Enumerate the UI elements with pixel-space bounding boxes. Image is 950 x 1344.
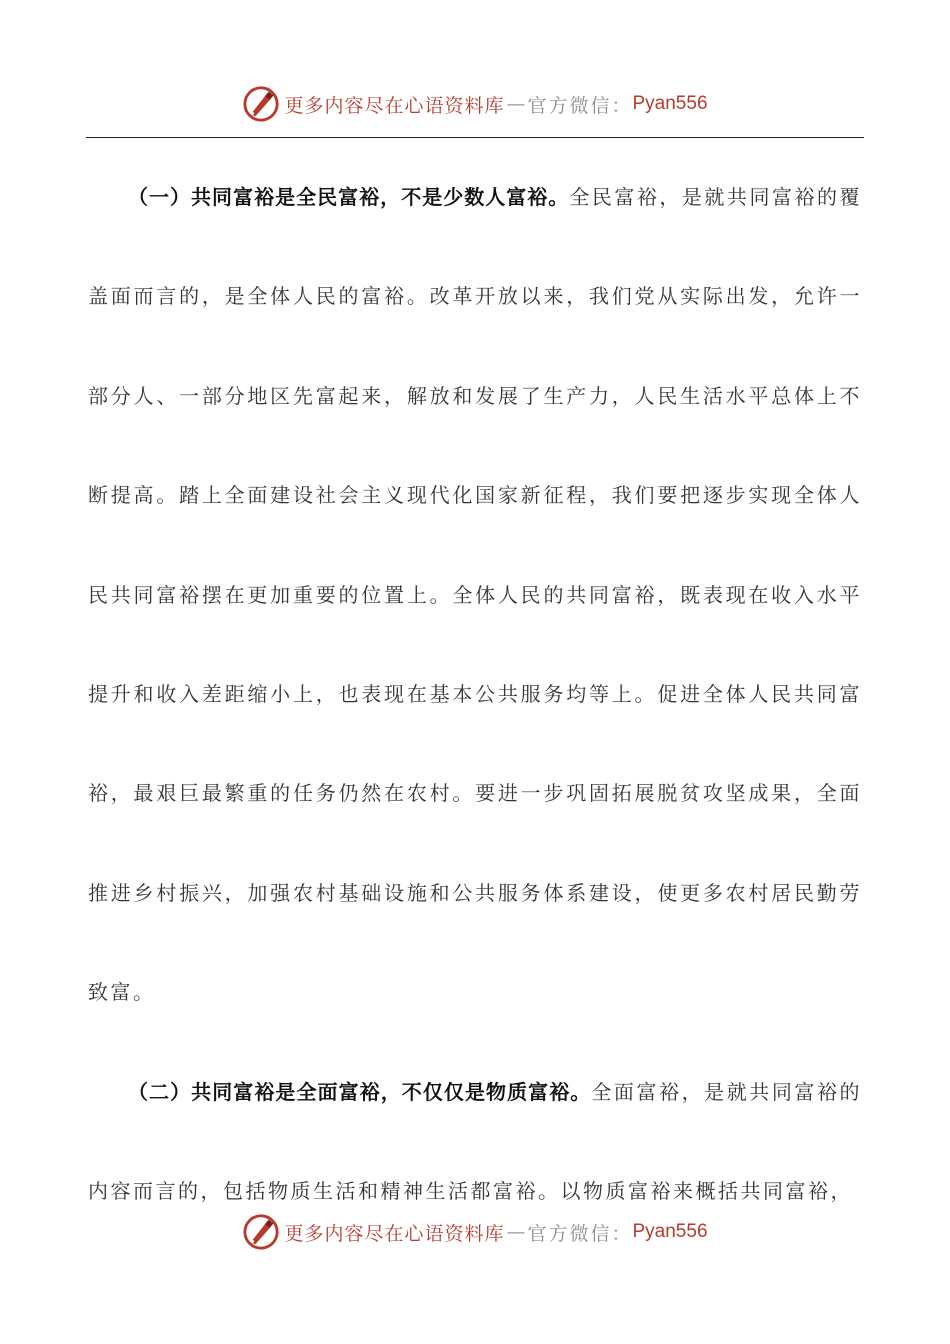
- separator: —: [506, 1221, 526, 1243]
- paragraph-2-text: 全面富裕，是就共同富裕的内容而言的，包括物质生活和精神生活都富裕。以物质富裕来概括共同富裕，: [88, 1079, 863, 1204]
- wechat-id: Pyan556: [632, 1221, 708, 1242]
- header-divider: [86, 137, 864, 138]
- wechat-label: 官方微信：: [527, 1222, 633, 1245]
- paragraph-2-lead: （二）共同富裕是全面富裕，不仅仅是物质富裕。: [128, 1079, 592, 1104]
- pen-logo-icon: [242, 85, 280, 123]
- paragraph-1-text: 全民富裕，是就共同富裕的覆盖面而言的，是全体人民的富裕。改革开放以来，我们党从实际出发，允许一部分人、一部分地区先富起来，解放和发展了生产力，人民生活水平总体上不断提高。踏上全面建设社会主义现代化国家新征程，我们要把逐步实现全体人民共同富裕摆在更加重要的位置上。全体人民的共同富裕，既表现在收入水平提升和收入差距缩小上，也表现在基本公共服务均等上。促进全体人民共同富裕，最艰巨最繁重的任务仍然在农村。要进一步巩固拓展脱贫攻坚成果，全面推进乡村振兴，加强农村基础设施和公共服务体系建设，使更多农村居民勤劳致富。: [88, 185, 863, 1005]
- page-footer: [0, 1212, 950, 1252]
- brand-text: 更多内容尽在心语资料库: [284, 94, 505, 117]
- brand-text: 更多内容尽在心语资料库: [284, 1222, 505, 1245]
- paragraph-1-lead: （一）共同富裕是全民富裕，不是少数人富裕。: [128, 185, 570, 209]
- wechat-label: 官方微信：: [527, 94, 633, 117]
- wechat-id: Pyan556: [632, 93, 708, 114]
- separator: —: [506, 93, 526, 115]
- paragraph-1: [88, 148, 862, 1043]
- page-header: [0, 84, 950, 124]
- document-body: [88, 148, 862, 1241]
- pen-logo-icon: [242, 1213, 280, 1251]
